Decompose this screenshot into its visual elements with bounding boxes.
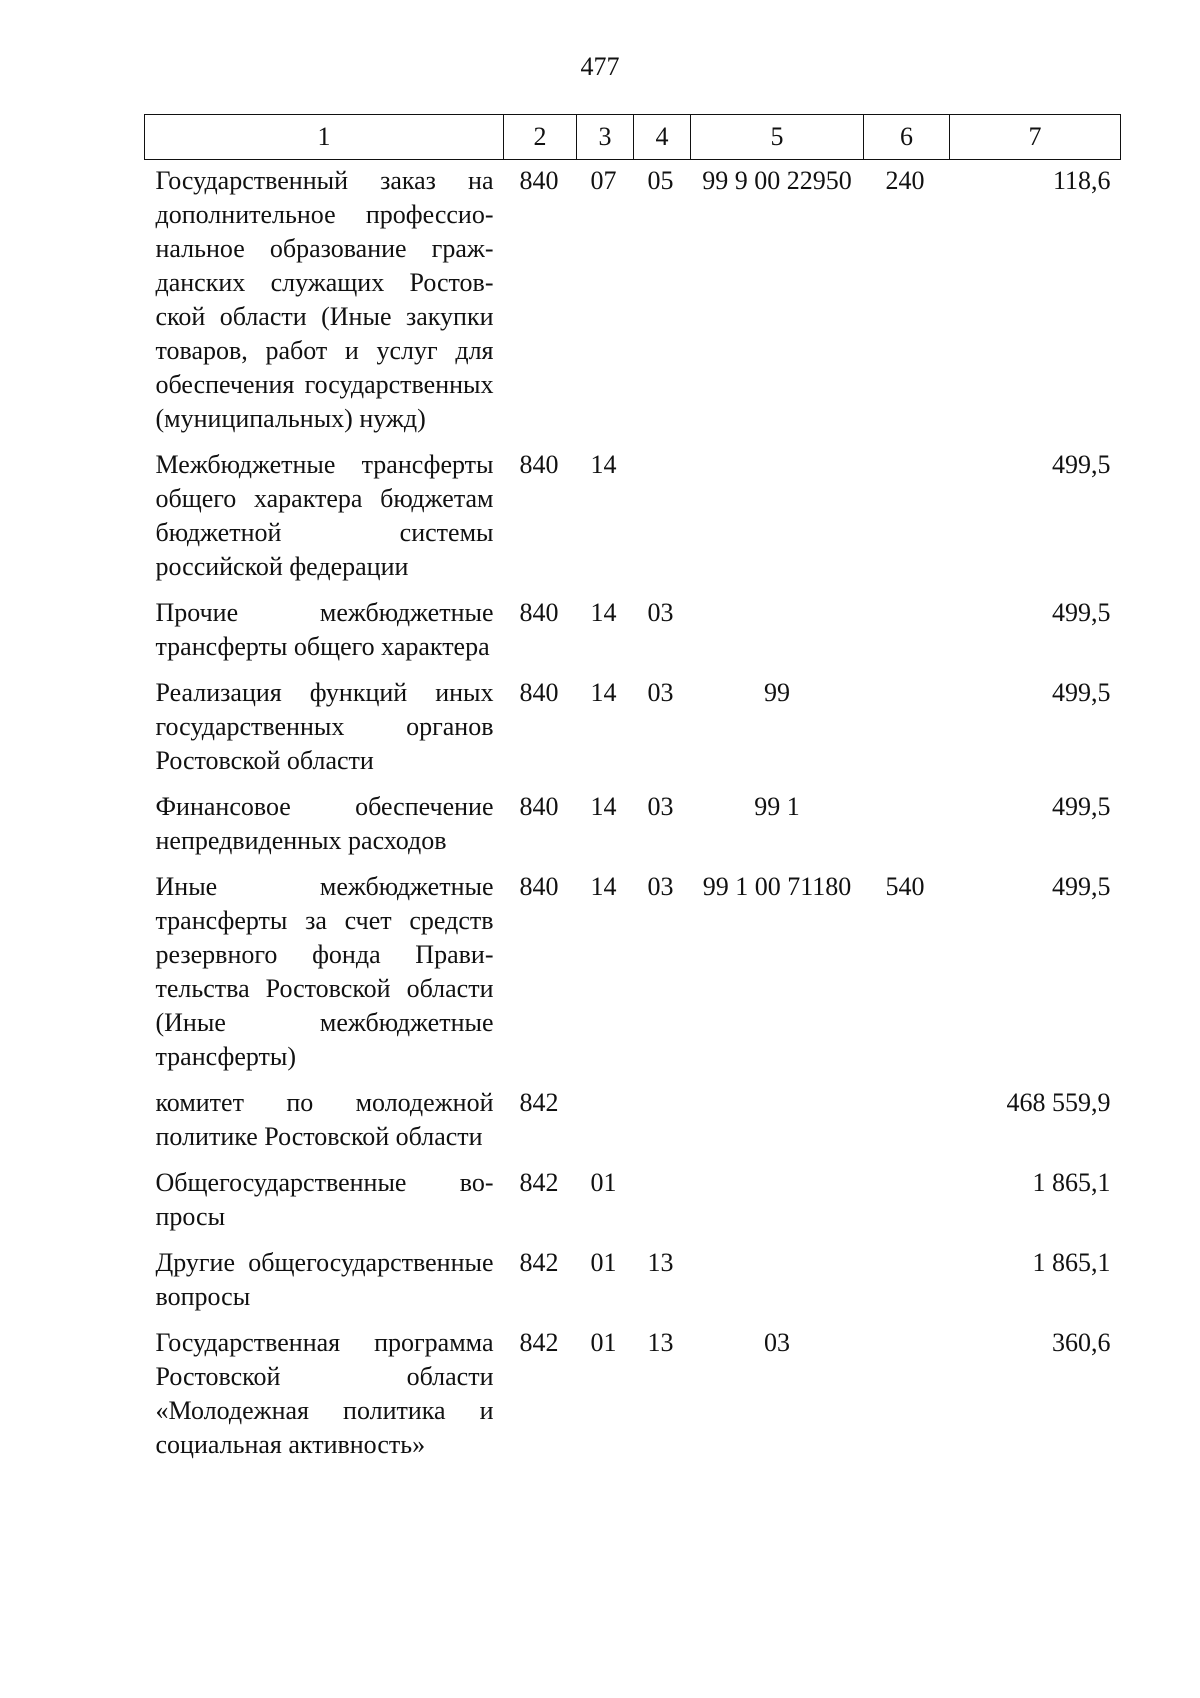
table-row: [145, 778, 1121, 858]
table-header: [145, 115, 1121, 160]
cell-subsection: [634, 1154, 691, 1234]
cell-subsection: 03: [647, 678, 674, 707]
cell-target-item: [691, 1234, 864, 1314]
cell-amount: 499,5: [1052, 872, 1111, 901]
cell-ministry-code: 840: [519, 450, 559, 479]
cell-amount: 499,5: [1052, 678, 1111, 707]
header-col-6: 6: [864, 115, 950, 160]
cell-target-item: [691, 584, 864, 664]
row-name: Государственный заказ на дополнительное профессиональное образование гражданских служащих Ростовской области (Иные закупки товаров, работ и услуг для обеспечения государственных (муниципальных) нужд): [155, 166, 494, 433]
cell-expense-type: 240: [885, 166, 925, 195]
cell-target-item: 03: [764, 1328, 790, 1357]
cell-subsection: 13: [647, 1248, 674, 1277]
cell-target-item: [691, 1154, 864, 1234]
header-col-4: 4: [634, 115, 691, 160]
table-row: [145, 1154, 1121, 1234]
header-col-1: 1: [145, 115, 504, 160]
cell-expense-type: [864, 1234, 950, 1314]
cell-section: 14: [590, 450, 617, 479]
cell-target-item: 99: [764, 678, 790, 707]
cell-subsection: [634, 1074, 691, 1154]
table-row: [145, 436, 1121, 584]
cell-expense-type: [864, 778, 950, 858]
cell-target-item: [691, 1074, 864, 1154]
table-row: [145, 160, 1121, 437]
row-name: Иные межбюджетные трансферты за счет средств резервного фонда Правительства Ростовской области (Иные межбюджетные трансферты): [155, 872, 494, 1071]
cell-section: 01: [590, 1328, 617, 1357]
cell-amount: 118,6: [1052, 166, 1111, 195]
cell-ministry-code: 840: [519, 598, 559, 627]
cell-section: 14: [590, 598, 617, 627]
cell-expense-type: [864, 584, 950, 664]
table-row: [145, 584, 1121, 664]
table-body: [145, 160, 1121, 1463]
cell-expense-type: 540: [885, 872, 925, 901]
header-col-2: 2: [504, 115, 577, 160]
cell-amount: 360,6: [1052, 1328, 1111, 1357]
cell-section: 07: [590, 166, 617, 195]
row-name: Прочие межбюджетные трансферты общего характера: [155, 598, 494, 661]
row-name: Межбюджетные трансферты общего характера бюджетам бюджетной системы российской федерации: [155, 450, 494, 581]
header-row: [145, 115, 1121, 160]
table-row: [145, 1314, 1121, 1462]
cell-section: 01: [590, 1168, 617, 1197]
cell-ministry-code: 842: [519, 1248, 559, 1277]
cell-expense-type: [864, 1074, 950, 1154]
cell-expense-type: [864, 664, 950, 778]
cell-section: 14: [590, 872, 617, 901]
header-col-7: 7: [950, 115, 1121, 160]
row-name: Общегосударственные вопросы: [155, 1168, 494, 1231]
cell-expense-type: [864, 1314, 950, 1462]
cell-target-item: 99 1 00 71180: [702, 872, 852, 901]
cell-section: [577, 1074, 634, 1154]
row-name: комитет по молодежной политике Ростовской области: [155, 1088, 494, 1151]
cell-ministry-code: 842: [519, 1168, 559, 1197]
cell-section: 14: [590, 678, 617, 707]
cell-ministry-code: 842: [519, 1088, 559, 1117]
cell-amount: 468 559,9: [1006, 1088, 1111, 1117]
table-row: [145, 664, 1121, 778]
cell-subsection: [634, 436, 691, 584]
header-col-5: 5: [691, 115, 864, 160]
cell-subsection: 13: [647, 1328, 674, 1357]
cell-subsection: 03: [647, 872, 674, 901]
cell-expense-type: [864, 436, 950, 584]
table-row: [145, 1074, 1121, 1154]
cell-subsection: 05: [647, 166, 674, 195]
row-name: Финансовое обеспечение непредвиденных расходов: [155, 792, 494, 855]
cell-ministry-code: 840: [519, 872, 559, 901]
cell-amount: 499,5: [1052, 598, 1111, 627]
page-number: 477: [580, 52, 620, 81]
cell-subsection: 03: [647, 598, 674, 627]
cell-section: 01: [590, 1248, 617, 1277]
cell-amount: 499,5: [1052, 450, 1111, 479]
cell-target-item: 99 1: [754, 792, 800, 821]
cell-ministry-code: 842: [519, 1328, 559, 1357]
cell-subsection: 03: [647, 792, 674, 821]
cell-target-item: [691, 436, 864, 584]
row-name: Государственная программа Ростовской области «Молодежная политика и социальная активность»: [155, 1328, 494, 1459]
cell-ministry-code: 840: [519, 792, 559, 821]
cell-expense-type: [864, 1154, 950, 1234]
header-col-3: 3: [577, 115, 634, 160]
budget-table: [144, 114, 1121, 1462]
cell-target-item: 99 9 00 22950: [702, 166, 852, 195]
cell-section: 14: [590, 792, 617, 821]
cell-amount: 1 865,1: [1032, 1168, 1111, 1197]
cell-ministry-code: 840: [519, 166, 559, 195]
cell-ministry-code: 840: [519, 678, 559, 707]
row-name: Реализация функций иных государственных органов Ростовской области: [155, 678, 494, 775]
cell-amount: 499,5: [1052, 792, 1111, 821]
table-row: [145, 858, 1121, 1074]
cell-amount: 1 865,1: [1032, 1248, 1111, 1277]
row-name: Другие общегосударственные вопросы: [155, 1248, 494, 1311]
table-row: [145, 1234, 1121, 1314]
